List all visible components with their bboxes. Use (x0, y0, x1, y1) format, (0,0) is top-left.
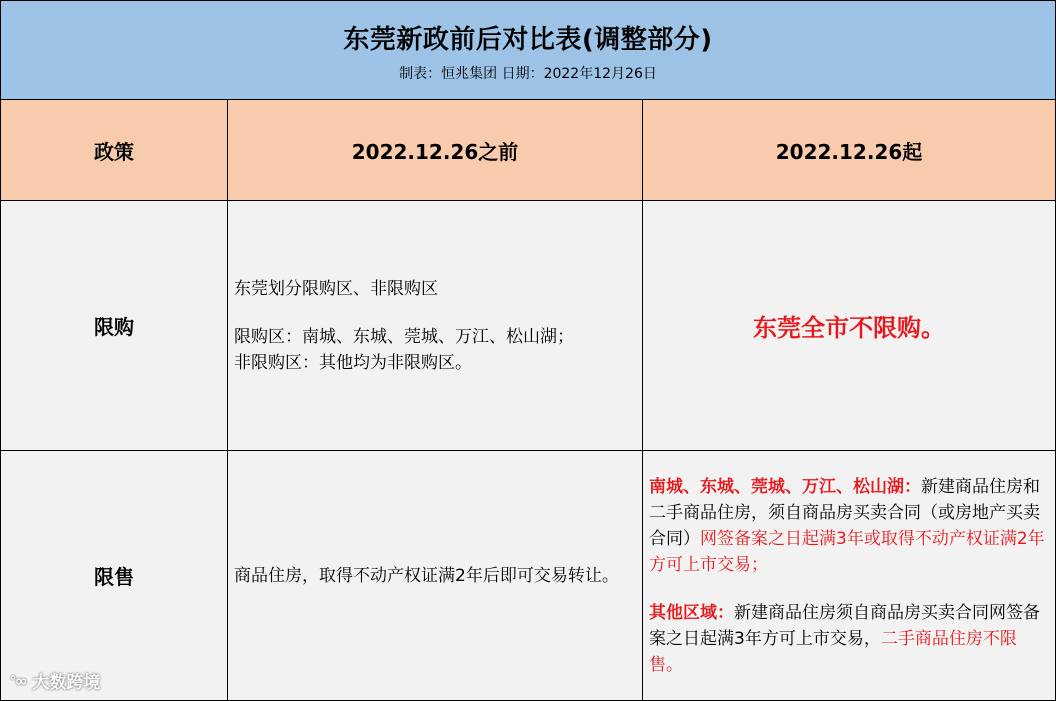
after-paragraph-2 (649, 600, 1049, 678)
header-before: 2022.12.26之前 (227, 99, 643, 201)
before-line: 限购区：南城、东城、莞城、万江、松山湖； (234, 326, 574, 347)
watermark-logo-icon: ᐤ∞ (10, 671, 27, 690)
before-line: 非限购区：其他均为非限购区。 (234, 352, 472, 373)
row-label-sale-limit: 限售 (0, 450, 228, 701)
watermark-text: 大数跨境 (32, 673, 101, 693)
highlight-other-areas: 其他区域： (649, 602, 734, 623)
after-text: 新建商品住房和二手商品住房，须自商品房买卖合同（或房地产买卖合同） (649, 476, 1040, 549)
before-line: 东莞划分限购区、非限购区 (234, 278, 438, 299)
after-paragraph-1 (649, 474, 1049, 578)
page-title: 东莞新政前后对比表(调整部分) (343, 25, 713, 55)
after-red-text: 网签备案之日起满3年或取得不动产权证满2年方可上市交易； (649, 528, 1045, 575)
row-label-purchase-limit: 限购 (0, 200, 228, 451)
header-policy: 政策 (0, 99, 228, 201)
cell-before-sale-limit (227, 450, 643, 701)
header-after: 2022.12.26起 (642, 99, 1056, 201)
after-text: 新建商品住房须自商品房买卖合同网签备案之日起满3年方可上市交易， (649, 602, 1040, 649)
highlight-districts: 南城、东城、莞城、万江、松山湖： (649, 476, 921, 497)
page-subtitle: 制表：恒兆集团 日期：2022年12月26日 (399, 66, 657, 82)
title-block (0, 0, 1056, 100)
after-red-text: 二手商品住房不限售。 (649, 628, 1017, 675)
watermark (10, 668, 100, 693)
before-text: 商品住房，取得不动产权证满2年后即可交易转让。 (234, 565, 619, 586)
cell-before-purchase-limit (227, 200, 643, 451)
cell-after-purchase-limit: 东莞全市不限购。 (642, 200, 1056, 451)
cell-after-sale-limit (642, 450, 1056, 701)
